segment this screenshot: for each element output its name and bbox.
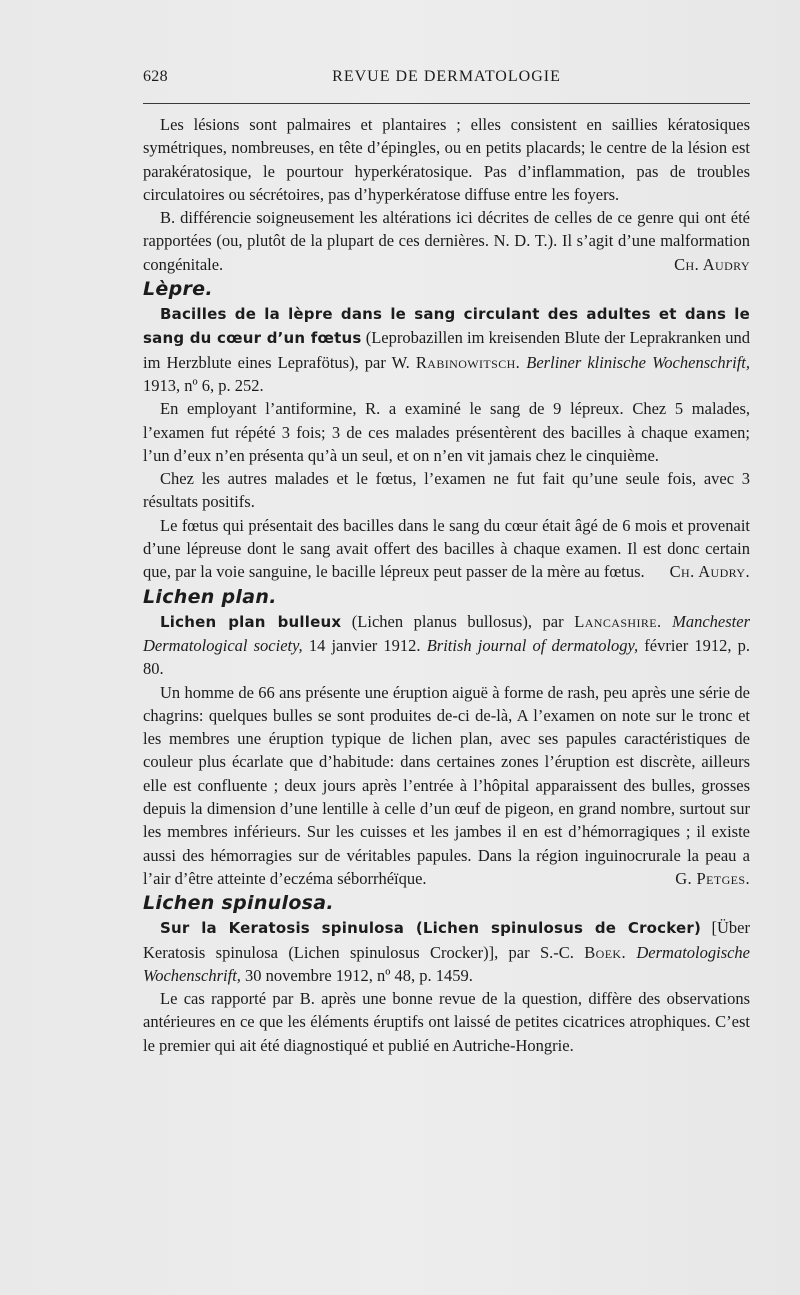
- lepre-paragraph-3-text: Le fœtus qui présentait des bacilles dans le sang du cœur était âgé de 6 mois et provenait d’une lépreuse dont le sang avait offert des bacilles à chaque examen. Il est donc certain que, par la voie sanguine, le bacille lépreux peut passer de la mère au fœtus.: [143, 515, 750, 582]
- lepre-citation: [143, 302, 750, 397]
- lichen-plan-author: Lancashire.: [574, 611, 662, 631]
- lichen-spinulosa-journal: Dermatologische Wochenschrift,: [143, 942, 751, 985]
- lichen-spinulosa-paragraph-1: Le cas rapporté par B. après une bonne revue de la question, diffère des observations antérieures en ce que les éléments éruptifs ont laissé de petites cicatrices atrophiques. C’est le premier qui ait été diagnostiqué et publié en Autriche-Hongrie.: [143, 989, 750, 1055]
- lichen-spinulosa-citation: [143, 916, 750, 987]
- lichen-spinulosa-journal-details: 30 novembre 1912, nº 48, p. 1459.: [240, 965, 473, 985]
- lepre-article-title: Bacilles de la lèpre dans le sang circulant des adultes et dans le sang du cœur d’un fœtus: [143, 305, 750, 348]
- intro-paragraph-2: [143, 206, 750, 276]
- lichen-spinulosa-article-rest: [Über Keratosis spinulosa (Lichen spinulosus Crocker)], par S.-C.: [143, 918, 750, 962]
- lichen-plan-article-rest: (Lichen planus bullosus), par: [341, 611, 564, 631]
- lichen-spinulosa-article-title: Sur la Keratosis spinulosa (Lichen spinulosus de Crocker): [160, 919, 702, 938]
- lichen-plan-citation: [143, 610, 750, 681]
- lichen-plan-journal: Manchester Dermatological society,: [143, 611, 750, 655]
- article-body: [143, 113, 750, 1057]
- lichen-plan-paragraph-1-text: Un homme de 66 ans présente une éruption aiguë à forme de rash, peu après une série de chagrins: quelques bulles se sont produites de-ci de-là, A l’examen on note sur le tronc et les membres une éruption typique de lichen plan, avec ses papules caractéristiques de couleur plus écarlate que d’habitude: dans certaines zones l’éruption est discrète, ailleurs elle est confluente ; deux jours après l’entrée à l’hôpital apparaissent des bulles, grosses depuis la dimension d’une lentille à celle d’un œuf de pigeon, en grand nombre, surtout sur les membres inférieurs. Sur les cuisses et les jambes il en est d’hémorragiques ; il existe aussi des hémorragies sur de véritables papules. Dans la région inguinocrurale la peau a l’air d’être atteinte d’eczéma séborrhéïque.: [143, 682, 750, 888]
- lichen-plan-journal-2: British journal of dermatology,: [420, 635, 639, 655]
- section-heading-lichen-spinulosa: Lichen spinulosa.: [143, 892, 334, 915]
- lepre-author: Rabinowitsch.: [415, 352, 521, 372]
- section-heading-lichen-plan: Lichen plan.: [143, 585, 277, 608]
- lepre-paragraph-1: En employant l’antiformine, R. a examiné le sang de 9 lépreux. Chez 5 malades, l’examen fut répété 3 fois; 3 de ces malades présentèrent des bacilles à chaque examen; l’un d’eux n’en présenta qu’à un seul, et on n’en vit jamais chez le cinquième.: [143, 399, 750, 465]
- signature-audry-1: Ch. Audry: [674, 254, 750, 274]
- lepre-paragraph-3: [143, 514, 750, 584]
- lepre-article-rest: (Leprobazillen im kreisenden Blute der Leprakranken und im Herzblute eines Leprafötus), par W.: [143, 328, 750, 372]
- page-header: [143, 68, 750, 90]
- signature-petges: G. Petges.: [675, 868, 750, 888]
- lepre-paragraph-2: Chez les autres malades et le fœtus, l’examen ne fut fait qu’une seule fois, avec 3 résultats positifs.: [143, 469, 750, 512]
- signature-audry-2: Ch. Audry.: [669, 562, 750, 582]
- lepre-journal: Berliner klinische Wochenschrift,: [526, 352, 750, 372]
- lichen-spinulosa-author: Boek.: [584, 942, 627, 962]
- lichen-plan-article-title: Lichen plan bulleux: [160, 612, 342, 631]
- intro-paragraph-1: Les lésions sont palmaires et plantaires ; elles consistent en saillies kératosiques symétriques, nombreuses, en tête d’épingles, ou en petits placards; le centre de la lésion est parakératosique, le pourtour hyperkératosique. Pas d’inflammation, pas de troubles circulatoires ou sécrétoires, pas d’hyperkératose diffuse entre les foyers.: [143, 115, 750, 204]
- page-number: 628: [143, 68, 168, 85]
- header-rule: [143, 103, 750, 104]
- lepre-journal-details: 1913, nº 6, p. 252.: [143, 375, 264, 395]
- lichen-plan-journal-details: 14 janvier 1912.: [302, 635, 421, 655]
- section-heading-lepre: Lèpre.: [143, 278, 213, 301]
- lichen-plan-journal-2-details: février 1912, p. 80.: [143, 635, 751, 679]
- intro-paragraph-2-text: B. différencie soigneusement les altérations ici décrites de celles de ce genre qui ont été rapportées (ou, plutôt de la plupart de ces dernières. N. D. T.). Il s’agit d’une malformation congénitale.: [143, 208, 750, 274]
- lichen-plan-paragraph-1: [143, 681, 750, 891]
- running-title: REVUE DE DERMATOLOGIE: [332, 68, 561, 85]
